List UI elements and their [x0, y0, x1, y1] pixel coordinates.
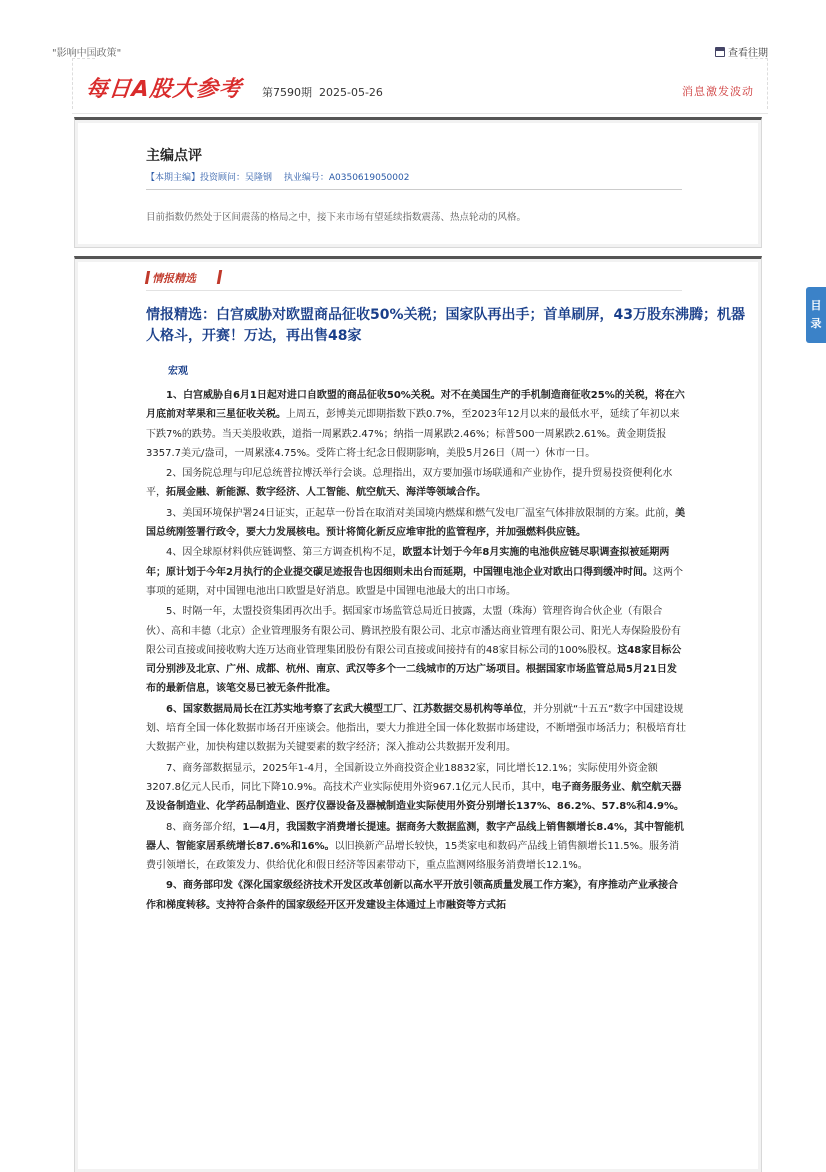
article-paragraph-8	[146, 818, 686, 876]
p2-text: 2、国务院总理与印尼总统普拉博沃举行会谈。总理指出，双方要加强市场联通和产业协作，提升贸易投资便利化水平，	[146, 468, 673, 499]
article-paragraph-6	[146, 700, 686, 758]
article-paragraph-7	[146, 759, 686, 817]
editor-comment: 目前指数仍然处于区间震荡的格局之中，接下来市场有望延续指数震荡、热点轮动的风格。	[146, 212, 527, 223]
p6-text: ，并分别就“十五五”数字中国建设规划、培育全国一体化数据市场召开座谈会。他指出，要大力推进全国一体化数据市场建设，不断增强市场活力；积极培育壮大数据产业，加快构建以数据为关键要素的数字经济；深入推动公共数据开发利用。	[146, 703, 686, 754]
p8-rest: 以旧换新产品增长较快，15类家电和数码产品线上销售额增长11.5%。服务消费引领增长，在政策发力、供给优化和假日经济等因素带动下，重点监测网络服务消费增长12.1%。	[146, 840, 680, 872]
p9-bold: 9、商务部印发《深化国家级经济技术开发区改革创新以高水平开放引领高质量发展工作方案》，有序推动产业承接合作和梯度转移。支持符合条件的国家级经开区开发建设主体通过上市融资等方式拓	[146, 880, 678, 911]
p1-text: 上周五，彭博美元即期指数下跌0.7%，至2023年12月以来的最低水平，延续了年初以来下跌7%的跌势。当天美股收跌，道指一周累跌2.47%；纳指一周累跌2.46%；标普500一周累跌2.61%。黄金期货报3357.7美元/盎司，一周累涨4.75%。受阵亡将士纪念日假期影响，美股5月26日（周一）休市一日。	[146, 409, 680, 459]
p6-bold: 6、国家数据局局长在江苏实地考察了玄武大模型工厂、江苏数据交易机构等单位	[166, 703, 523, 715]
p4-rest: 这两个事项的延期，对中国锂电池出口欧盟是好消息。欧盟是中国锂电池最大的出口市场。	[146, 566, 683, 597]
article-paragraph-9	[146, 876, 686, 915]
article-paragraph-5	[146, 602, 686, 698]
top-note: "影响中国政策"	[52, 48, 122, 59]
subhead-macro: 宏观	[168, 366, 188, 377]
section-tag	[146, 270, 196, 286]
article-paragraph-2	[146, 464, 686, 503]
past-issues-label: 查看往期	[728, 48, 768, 59]
p2-bold: 拓展金融、新能源、数字经济、人工智能、航空航天、海洋等领域合作。	[166, 487, 486, 499]
header-divider	[72, 113, 768, 114]
p8-bold: 1—4月，我国数字消费增长提速。据商务大数据监测，数字产品线上销售额增长8.4%，其中智能机器人、智能家居系统增长87.6%和16%。	[146, 821, 685, 852]
past-issues-link[interactable]	[715, 44, 768, 59]
toc-tab[interactable]	[806, 287, 826, 343]
article-paragraph-4	[146, 543, 686, 601]
issue-date: 2025-05-26	[319, 86, 383, 99]
editor-divider	[146, 189, 682, 190]
p4-text: 4、因全球原材料供应链调整、第三方调查机构不足，	[166, 547, 403, 559]
p1-bold: 1、白宫威胁自6月1日起对进口自欧盟的商品征收50%关税。对不在美国生产的手机制造商征收25%的关税，将在六月底前对苹果和三星征收关税。	[146, 390, 685, 421]
section-tag-label: 情报精选	[152, 272, 196, 285]
p4-bold: 欧盟本计划于今年8月实施的电池供应链尽职调查拟被延期两年；原计划于今年2月执行的企业提交碳足迹报告也因细则未出台而延期，中国锂电池企业对欧出口得到缓冲时间。	[146, 547, 670, 578]
issue-info	[262, 84, 383, 100]
editor-title: 主编点评	[146, 148, 202, 164]
p5-text: 5、时隔一年，太盟投资集团再次出手。据国家市场监管总局近日披露，太盟（珠海）管理咨询合伙企业（有限合伙）、高和丰德（北京）企业管理服务有限公司、腾讯控股有限公司、北京市潘达商业管理有限公司、阳光人寿保险股份有限公司直接或间接收购大连万达商业管理集团股份有限公司直接或间接持有的48家目标公司的100%股权。	[146, 606, 681, 656]
p3-text: 3、美国环境保护署24日证实，正起草一份旨在取消对美国境内燃煤和燃气发电厂温室气体排放限制的方案。此前，	[166, 507, 676, 519]
article-paragraph-1	[146, 386, 686, 463]
p7-text: 7、商务部数据显示，2025年1-4月，全国新设立外商投资企业18832家，同比增长12.1%；实际使用外资金额3207.8亿元人民币，同比下降10.9%。高技术产业实际使用外资967.1亿元人民币，其中，	[146, 762, 658, 793]
news-headline: 情报精选：白宫威胁对欧盟商品征收50%关税；国家队再出手；首单刷屏，43万股东沸腾；机器人格斗，开赛！万达，再出售48家	[146, 307, 745, 344]
editor-meta: 【本期主编】投资顾问：吴隆钢 执业编号：A0350619050002	[146, 173, 410, 183]
toc-label-2: 录	[810, 317, 822, 330]
brand-logo: 每日A股大参考	[84, 77, 244, 102]
p8-text: 8、商务部介绍，	[166, 821, 243, 833]
article-paragraph-3	[146, 504, 686, 543]
issue-number: 第7590期	[262, 86, 312, 99]
section-divider	[146, 290, 682, 291]
p3-bold: 美国总统刚签署行政令，要大力发展核电。预计将简化新反应堆审批的监管程序，并加强燃料供应链。	[146, 507, 686, 539]
article-body	[146, 386, 686, 916]
p5-bold: 这48家目标公司分别涉及北京、广州、成都、杭州、南京、武汉等多个一二线城市的万达广场项目。根据国家市场监管总局5月21日发布的最新信息，该笔交易已被无条件批准。	[146, 644, 682, 695]
toc-label-1: 目	[810, 299, 822, 312]
slogan: 消息激发波动	[682, 85, 754, 98]
calendar-icon	[715, 47, 725, 57]
p7-bold: 电子商务服务业、航空航天器及设备制造业、化学药品制造业、医疗仪器设备及器械制造业实际使用外资分别增长137%、86.2%、57.8%和4.9%。	[146, 781, 685, 813]
